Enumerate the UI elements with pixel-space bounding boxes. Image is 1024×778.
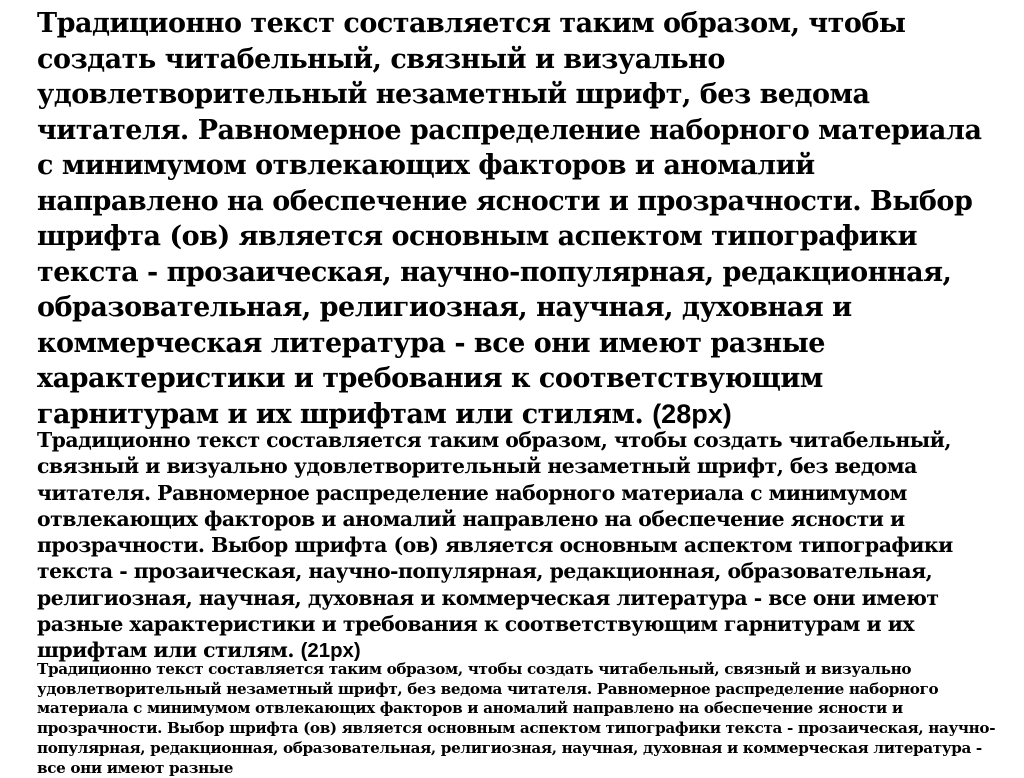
sample-text: Традиционно текст составляется таким образом, чтобы создать читабельный, связный и визуально удовлетворительный незаметный шрифт, без ведома читателя. Равномерное распределение наборного материала с минимумом отвлекающих факторов и аномалий направлено на обеспечение ясности и прозрачности. Выбор шрифта (ов) является основным аспектом типографики текста - прозаическая, научно-популярная, редакционная, образовательная, религиозная, научная, духовная и коммерческая литература - все они имеют разные характеристики и требования к соответствующим гарнитурам и их шрифтам или стилям. xyxy=(37,428,953,663)
sample-text: Традиционно текст составляется таким образом, чтобы создать читабельный, связный и визуально удовлетворительный незаметный шрифт, без ведома читателя. Равномерное распределение наборного материала с минимумом отвлекающих факторов и аномалий направлено на обеспечение ясности и прозрачности. Выбор шрифта (ов) является основным аспектом типографики текста - прозаическая, научно-популярная, редакционная, образовательная, религиозная, научная, духовная и коммерческая литература - все они имеют разные xyxy=(37,660,996,777)
font-sample-16px xyxy=(37,660,997,778)
size-label: (28px) xyxy=(652,398,732,429)
sample-text: Традиционно текст составляется таким образом, чтобы создать читабельный, связный и визуально удовлетворительный незаметный шрифт, без ведома читателя. Равномерное распределение наборного материала с минимумом отвлекающих факторов и аномалий направлено на обеспечение ясности и прозрачности. Выбор шрифта (ов) является основным аспектом типографики текста - прозаическая, научно-популярная, редакционная, образовательная, религиозная, научная, духовная и коммерческая литература - все они имеют разные характеристики и требования к соответствующим гарнитурам и их шрифтам или стилям. xyxy=(37,8,982,430)
font-sample-28px xyxy=(37,6,997,432)
size-label: (21px) xyxy=(300,640,361,663)
font-sample-21px xyxy=(37,427,997,665)
